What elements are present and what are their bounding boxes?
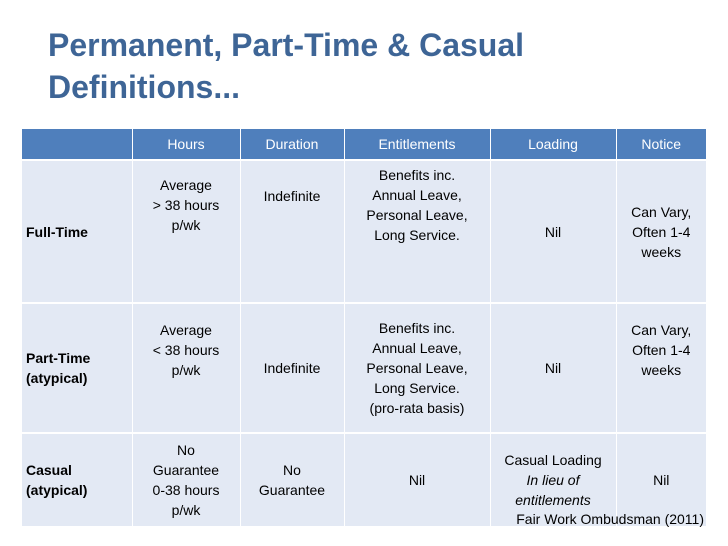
- cell-loading: Nil: [490, 160, 616, 303]
- cell-hours: No Guarantee 0-38 hours p/wk: [132, 433, 240, 526]
- cell-entitlements: Benefits inc. Annual Leave, Personal Leave, Long Service.: [344, 160, 490, 303]
- cell-duration: No Guarantee: [240, 433, 344, 526]
- header-notice: Notice: [616, 129, 706, 160]
- title-line-1: Permanent, Part-Time & Casual: [48, 27, 525, 63]
- cell-loading: Casual Loading In lieu of entitlements: [490, 433, 616, 526]
- table-row: [22, 160, 706, 303]
- source-citation: Fair Work Ombudsman (2011): [516, 511, 704, 527]
- header-empty: [22, 129, 132, 160]
- table-header-row: [22, 129, 706, 160]
- row-label-casual: Casual (atypical): [22, 433, 132, 526]
- title-line-2: Definitions...: [48, 69, 240, 105]
- cell-entitlements: Benefits inc. Annual Leave, Personal Leave, Long Service. (pro-rata basis): [344, 303, 490, 433]
- header-duration: Duration: [240, 129, 344, 160]
- cell-hours: Average > 38 hours p/wk: [132, 160, 240, 303]
- row-label-part-time: Part-Time (atypical): [22, 303, 132, 433]
- header-entitlements: Entitlements: [344, 129, 490, 160]
- header-hours: Hours: [132, 129, 240, 160]
- cell-entitlements: Nil: [344, 433, 490, 526]
- definitions-table: [22, 129, 706, 526]
- cell-duration: Indefinite: [240, 303, 344, 433]
- cell-notice: Nil: [616, 433, 706, 526]
- cell-notice: Can Vary, Often 1-4 weeks: [616, 303, 706, 433]
- table-row: [22, 303, 706, 433]
- row-label-full-time: Full-Time: [22, 160, 132, 303]
- slide-title: [48, 24, 688, 108]
- cell-loading: Nil: [490, 303, 616, 433]
- header-loading: Loading: [490, 129, 616, 160]
- cell-notice: Can Vary, Often 1-4 weeks: [616, 160, 706, 303]
- cell-duration: Indefinite: [240, 160, 344, 303]
- cell-hours: Average < 38 hours p/wk: [132, 303, 240, 433]
